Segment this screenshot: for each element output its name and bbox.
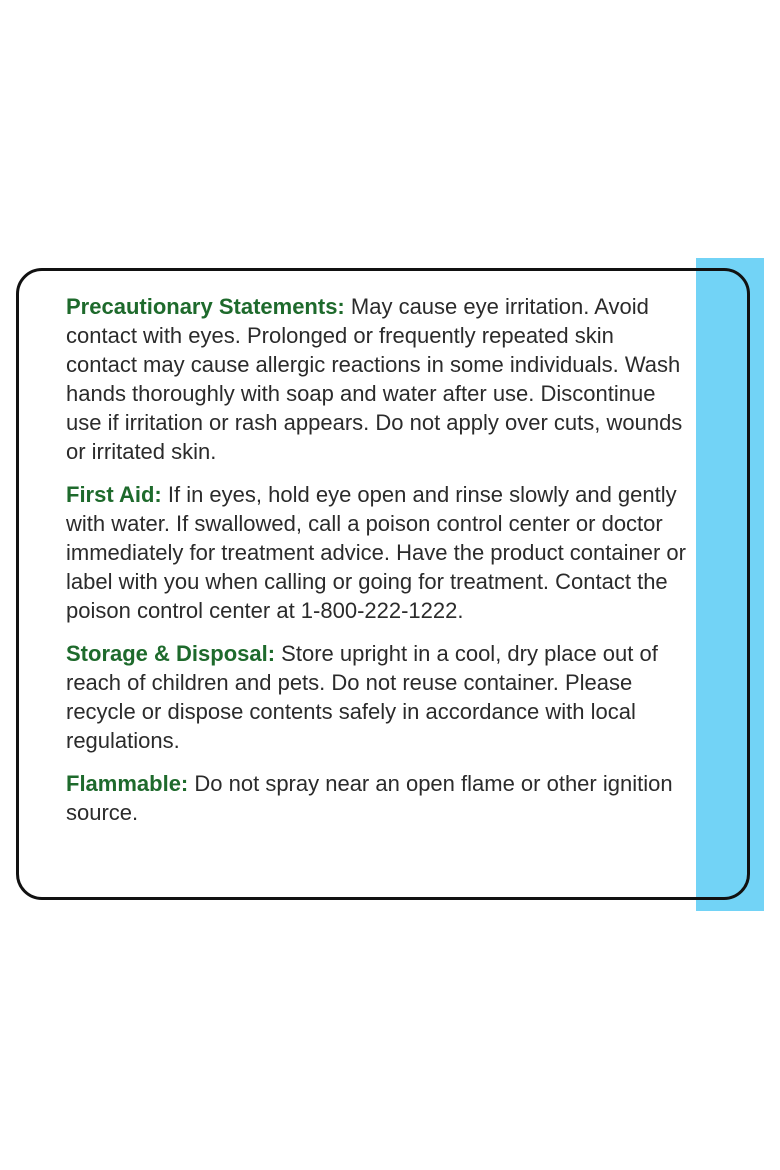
section-heading: Flammable: — [66, 771, 189, 796]
section-text: If in eyes, hold eye open and rinse slowly and gently with water. If swallowed, call a poison control center or doctor immediately for treatment advice. Have the product container or label with you when calling or going for treatment. Contact the poison control center at 1-800-222-1222. — [66, 482, 686, 623]
section-first-aid — [66, 480, 686, 625]
section-precautionary-statements — [66, 292, 686, 466]
section-text: May cause eye irritation. Avoid contact with eyes. Prolonged or frequently repeated skin contact may cause allergic reactions in some individuals. Wash hands thoroughly with soap and water after use. Discontinue use if irritation or rash appears. Do not apply over cuts, wounds or irritated skin. — [66, 294, 683, 464]
label-body — [66, 292, 686, 841]
section-text: Do not spray near an open flame or other ignition source. — [66, 771, 673, 825]
section-heading: Precautionary Statements: — [66, 294, 345, 319]
section-text: Store upright in a cool, dry place out of reach of children and pets. Do not reuse container. Please recycle or dispose contents safely in accordance with local regulations. — [66, 641, 658, 753]
section-storage-disposal — [66, 639, 686, 755]
section-heading: First Aid: — [66, 482, 162, 507]
section-flammable — [66, 769, 686, 827]
section-heading: Storage & Disposal: — [66, 641, 276, 666]
